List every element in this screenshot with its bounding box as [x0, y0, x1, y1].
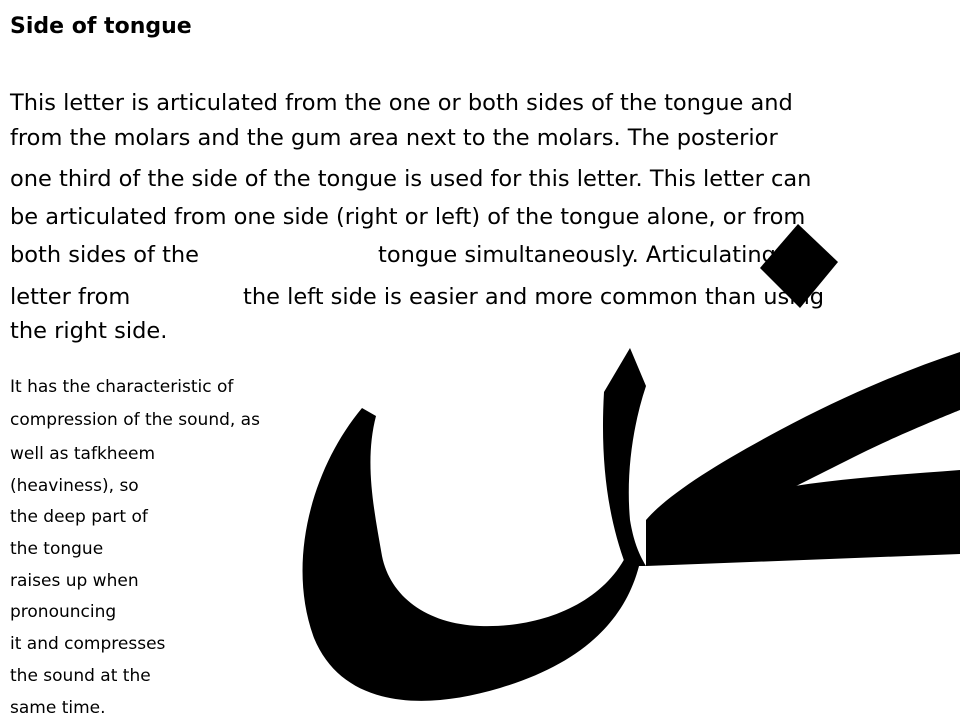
body-line: be articulated from one side (right or left) of the tongue alone, or from [10, 204, 806, 230]
note-line: raises up when [10, 571, 139, 591]
note-line: it and compresses [10, 634, 166, 654]
body-line: tongue simultaneously. Articulating this [378, 242, 825, 268]
note-line: same time. [10, 698, 106, 718]
body-line: the left side is easier and more common than using [243, 284, 825, 310]
note-line: compression of the sound, as [10, 410, 260, 430]
note-line: the sound at the [10, 666, 151, 686]
note-line: It has the characteristic of [10, 377, 234, 397]
note-line: the tongue [10, 539, 104, 559]
note-line: the deep part of [10, 507, 148, 527]
body-line: one third of the side of the tongue is used for this letter. This letter can [10, 166, 812, 192]
note-line: pronouncing [10, 602, 117, 622]
glyph-tooth [603, 348, 646, 566]
body-line: both sides of the [10, 242, 200, 268]
note-line: well as tafkheem [10, 444, 156, 464]
glyph-bowl [303, 408, 640, 701]
note-line: (heaviness), so [10, 476, 139, 496]
body-line: This letter is articulated from the one or both sides of the tongue and [10, 90, 793, 116]
body-line: letter from [10, 284, 131, 310]
body-line: from the molars and the gum area next to the molars. The posterior [10, 125, 778, 151]
slide-title: Side of tongue [10, 14, 192, 39]
body-line: the right side. [10, 318, 168, 344]
